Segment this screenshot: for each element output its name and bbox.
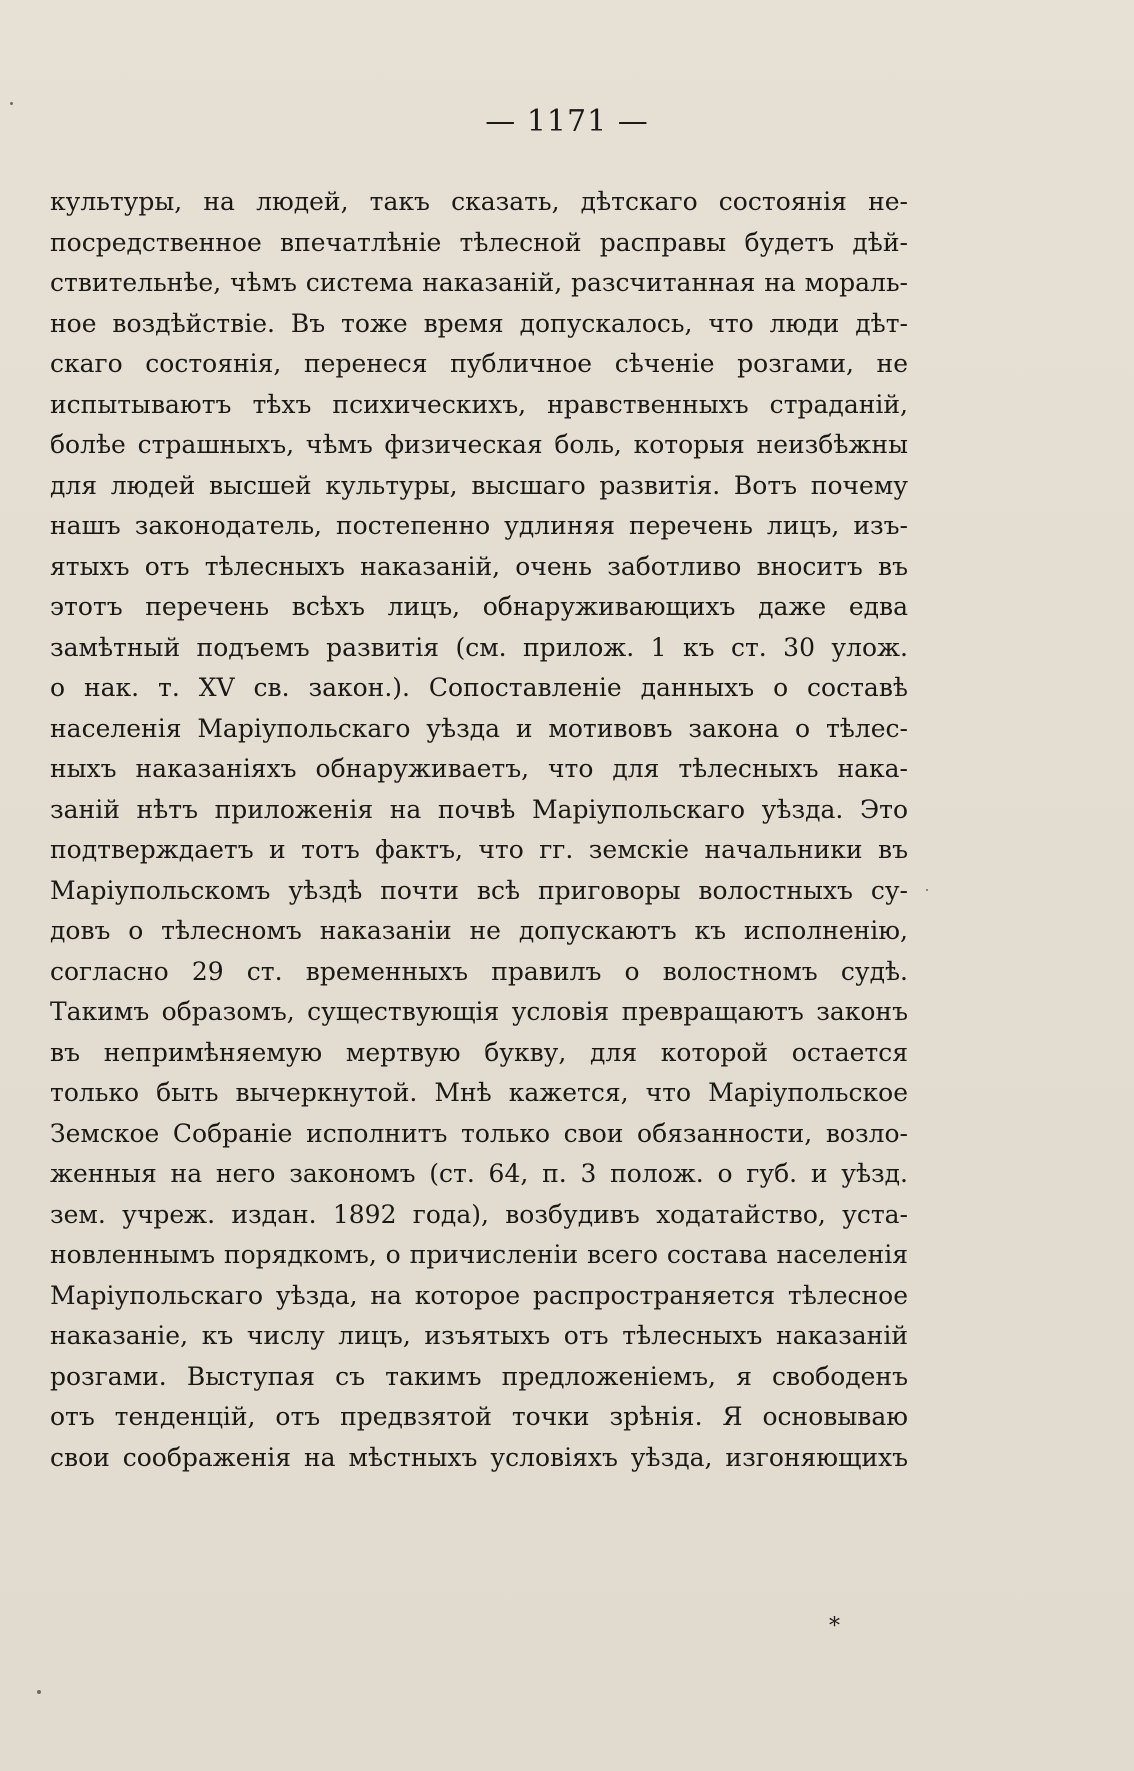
text-line: Земское Собраніе исполнитъ только свои обязанности, возло- xyxy=(50,1118,908,1148)
text-line: наказаніе, къ числу лицъ, изъятыхъ отъ тѣлесныхъ наказаній xyxy=(50,1321,908,1350)
paper-speck xyxy=(37,1690,41,1694)
text-line: посредственное впечатлѣніе тѣлесной расправы будетъ дѣй- xyxy=(50,227,908,257)
text-line: розгами. Выступая съ такимъ предложеніемъ, я свободенъ xyxy=(50,1361,908,1391)
text-line: свои соображенія на мѣстныхъ условіяхъ уѣзда, изгоняющихъ xyxy=(50,1442,908,1472)
text-line: замѣтный подъемъ развитія (см. прилож. 1 къ ст. 30 улож. xyxy=(50,632,908,662)
text-line: о нак. т. XV св. закон.). Сопоставленіе данныхъ о составѣ xyxy=(50,673,908,702)
text-line: этотъ перечень всѣхъ лицъ, обнаруживающихъ даже едва xyxy=(50,592,908,621)
text-line: культуры, на людей, такъ сказать, дѣтскаго состоянія не- xyxy=(50,187,908,216)
text-line: Маріупольскомъ уѣздѣ почти всѣ приговоры волостныхъ су- xyxy=(50,875,908,905)
text-line: нашъ законодатель, постепенно удлиняя перечень лицъ, изъ- xyxy=(50,511,908,540)
text-line: для людей высшей культуры, высшаго развитія. Вотъ почему xyxy=(50,470,908,500)
text-line: зем. учреж. издан. 1892 года), возбудивъ ходатайство, уста- xyxy=(50,1199,908,1229)
text-line: новленнымъ порядкомъ, о причисленіи всего состава населенія xyxy=(50,1240,908,1269)
text-line: въ непримѣняемую мертвую букву, для которой остается xyxy=(50,1037,908,1067)
footnote-mark: * xyxy=(829,1614,840,1639)
page-number: — 1171 — xyxy=(485,104,649,139)
text-line: ныхъ наказаніяхъ обнаруживаетъ, что для тѣлесныхъ нака- xyxy=(50,754,908,783)
text-line: населенія Маріупольскаго уѣзда и мотивовъ закона о тѣлес- xyxy=(50,713,908,743)
paper-speck xyxy=(10,102,13,105)
text-line: ствительнѣе, чѣмъ система наказаній, разсчитанная на мораль- xyxy=(50,268,908,297)
text-line: Такимъ образомъ, существующія условія превращаютъ законъ xyxy=(50,997,908,1026)
text-line: болѣе страшныхъ, чѣмъ физическая боль, которыя неизбѣжны xyxy=(50,430,908,459)
paper-speck xyxy=(926,889,928,891)
text-line: скаго состоянія, перенеся публичное сѣченіе розгами, не xyxy=(50,349,908,378)
text-line: испытываютъ тѣхъ психическихъ, нравственныхъ страданій, xyxy=(50,389,908,419)
text-line: заній нѣтъ приложенія на почвѣ Маріупольскаго уѣзда. Это xyxy=(50,794,908,824)
text-line: согласно 29 ст. временныхъ правилъ о волостномъ судѣ. xyxy=(50,956,908,986)
text-line: женныя на него закономъ (ст. 64, п. 3 полож. о губ. и уѣзд. xyxy=(50,1159,908,1188)
text-line: ное воздѣйствіе. Въ тоже время допускалось, что люди дѣт- xyxy=(50,308,908,338)
text-line: довъ о тѣлесномъ наказаніи не допускаютъ къ исполненію, xyxy=(50,916,908,945)
text-line: ятыхъ отъ тѣлесныхъ наказаній, очень заботливо вноситъ въ xyxy=(50,551,908,581)
text-line: отъ тенденцій, отъ предвзятой точки зрѣнія. Я основываю xyxy=(50,1402,908,1431)
text-line: Маріупольскаго уѣзда, на которое распространяется тѣлесное xyxy=(50,1280,908,1310)
text-line: только быть вычеркнутой. Мнѣ кажется, что Маріупольское xyxy=(50,1078,908,1107)
body-text xyxy=(50,182,908,1478)
text-line: подтверждаетъ и тотъ фактъ, что гг. земскіе начальники въ xyxy=(50,835,908,864)
